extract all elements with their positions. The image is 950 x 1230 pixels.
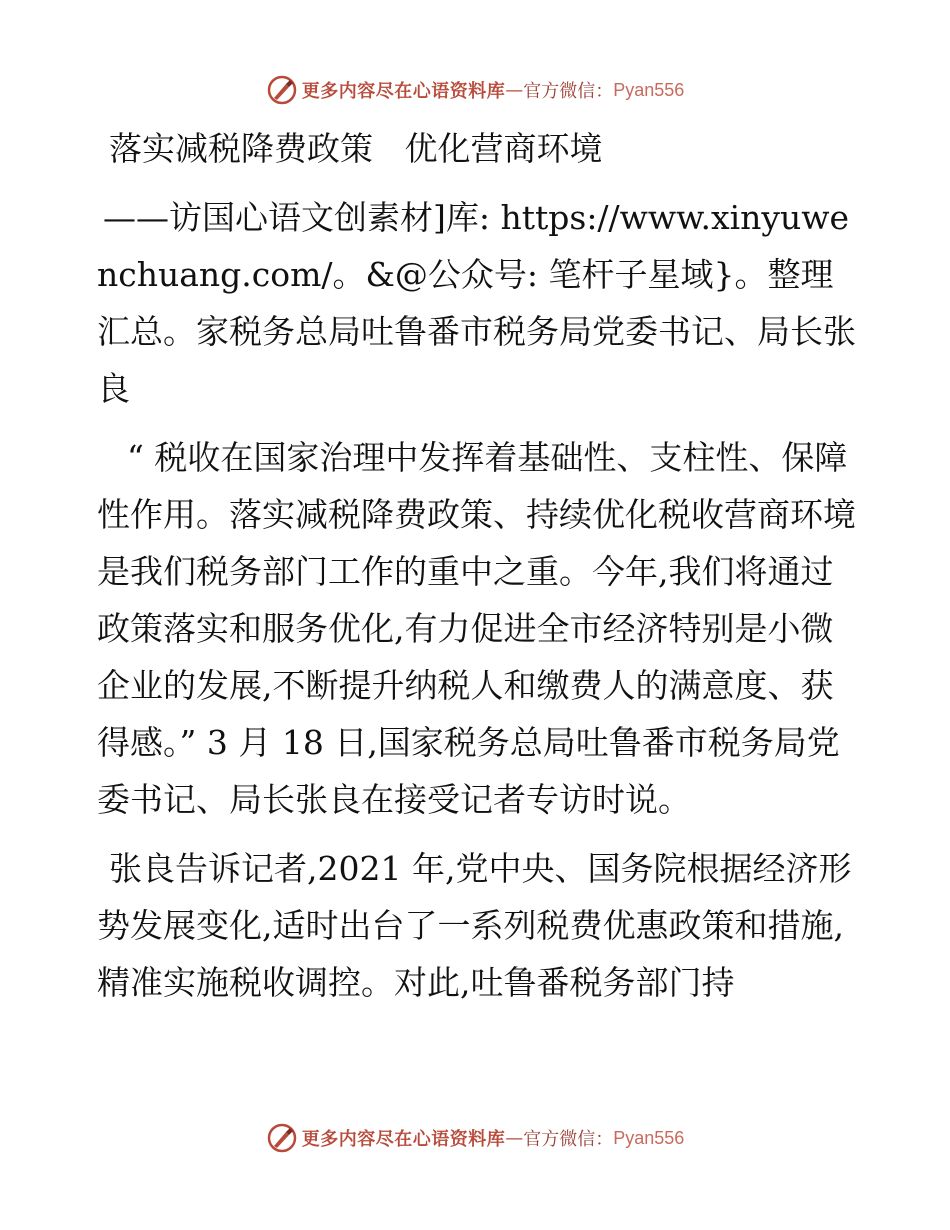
banner-account: Pyan556 bbox=[613, 79, 685, 100]
article-paragraph-2: 张良告诉记者,2021 年,党中央、国务院根据经济形势发展变化,适时出台了一系列税费优惠政策和措施,精准实施税收调控。对此,吐鲁番税务部门持 bbox=[97, 849, 852, 1002]
banner-brand-text: 更多内容尽在心语资料库 bbox=[301, 1129, 506, 1150]
banner-label: 官方微信： bbox=[523, 1129, 614, 1150]
banner-brand-text: 更多内容尽在心语资料库 bbox=[301, 81, 506, 102]
footer-banner bbox=[0, 1118, 950, 1158]
banner-separator: — bbox=[505, 79, 524, 101]
header-banner bbox=[0, 70, 950, 110]
pen-logo-icon bbox=[266, 1122, 298, 1154]
banner-account: Pyan556 bbox=[613, 1127, 685, 1148]
article-subtitle: ——访国心语文创素材]库: https://www.xinyuwenchuang.com/。&@公众号: 笔杆子星域}。整理汇总。家税务总局吐鲁番市税务局党委书记、局长张良 bbox=[97, 198, 856, 408]
article-paragraph-1: “ 税收在国家治理中发挥着基础性、支柱性、保障性作用。落实减税降费政策、持续优化税收营商环境是我们税务部门工作的重中之重。今年,我们将通过政策落实和服务优化,有力促进全市经济特别是小微企业的发展,不断提升纳税人和缴费人的满意度、获得感。” 3 月 18 日,国家税务总局吐鲁番市税务局党委书记、局长张良在接受记者专访时说。 bbox=[97, 438, 856, 819]
banner-separator: — bbox=[505, 1127, 524, 1149]
article-title: 落实减税降费政策 优化营商环境 bbox=[109, 129, 603, 168]
article-body bbox=[97, 120, 857, 1011]
pen-logo-icon bbox=[266, 74, 298, 106]
banner-label: 官方微信： bbox=[523, 81, 614, 102]
